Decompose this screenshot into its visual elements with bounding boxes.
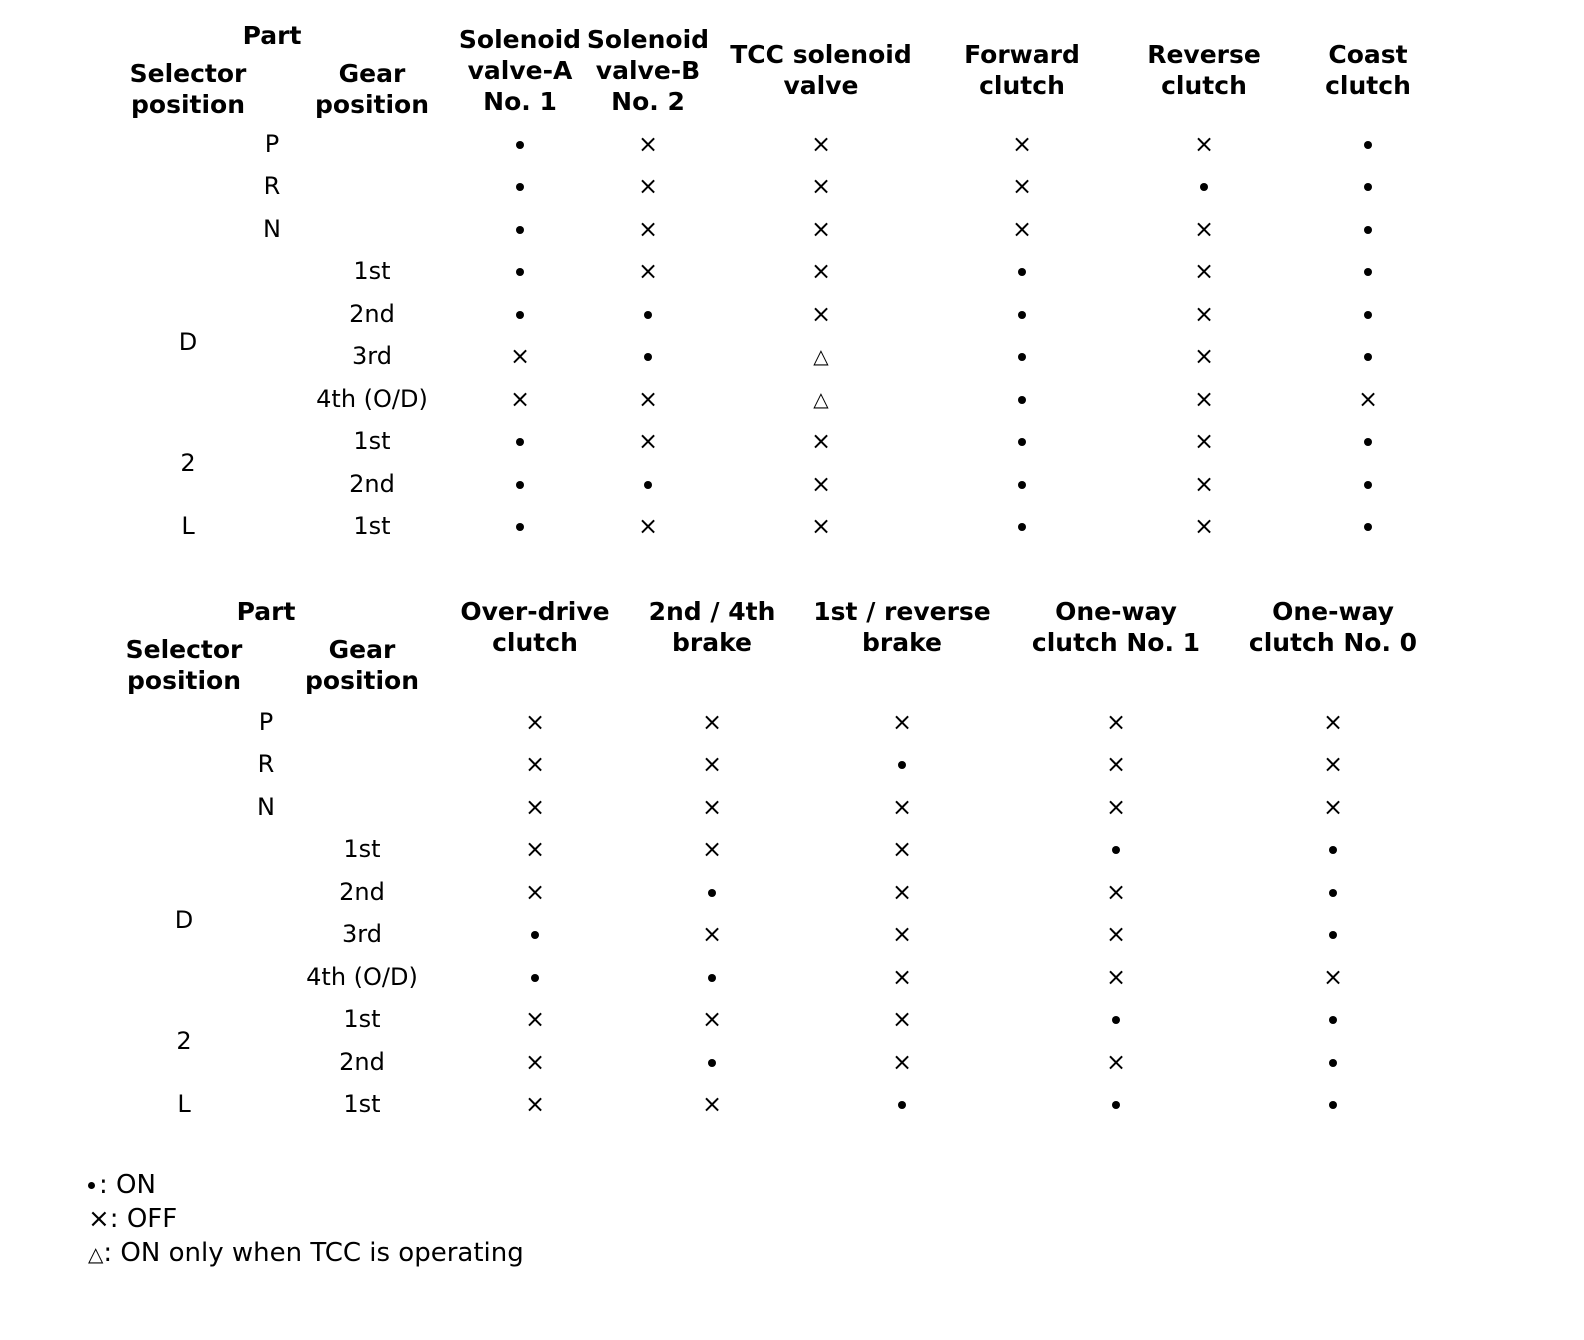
off-cross-icon: × [891,835,913,863]
off-cross-icon: × [1193,257,1215,285]
off-cross-icon: × [891,920,913,948]
off-cross-icon: × [701,750,723,778]
gear-position-cell: 1st [353,427,391,455]
off-cross-icon: × [810,427,832,455]
off-cross-icon: × [637,257,659,285]
off-cross-icon: × [810,215,832,243]
off-cross-icon: × [524,1005,546,1033]
on-dot-icon [88,1182,95,1189]
off-cross-icon: × [1193,300,1215,328]
on-dot-icon [516,214,524,244]
on-dot-icon [1364,129,1372,159]
on-dot-icon [644,469,652,499]
on-dot-icon [516,129,524,159]
on-dot-icon [1018,341,1026,371]
selector-P: P [264,130,280,158]
on-dot-icon [1112,834,1120,864]
selector-2: 2 [176,1026,192,1055]
on-dot-icon [516,426,524,456]
off-cross-icon: × [810,470,832,498]
off-cross-icon: × [1193,215,1215,243]
off-cross-icon: × [1193,470,1215,498]
off-cross-icon: × [637,512,659,540]
on-dot-icon [1364,256,1372,286]
on-dot-icon [1364,299,1372,329]
header-selector-position: Selector position [129,59,247,119]
off-cross-icon: × [1011,215,1033,243]
header-col-4: One-way clutch No. 0 [1248,597,1418,657]
off-cross-icon: × [810,130,832,158]
on-dot-icon [644,299,652,329]
gear-position-cell: 3rd [342,920,382,948]
header-selector-position: Selector position [125,635,243,695]
off-cross-icon: × [524,750,546,778]
on-dot-icon [1112,1004,1120,1034]
on-dot-icon [516,511,524,541]
gear-position-cell: 2nd [349,300,395,328]
header-gear-position: Gear position [304,635,420,695]
on-dot-icon [1018,256,1026,286]
header-col-1: 2nd / 4th brake [648,597,776,657]
gear-position-cell: 2nd [339,1048,385,1076]
on-dot-icon [898,1089,906,1119]
on-dot-icon [1329,834,1337,864]
on-dot-icon [708,962,716,992]
gear-position-cell: 1st [343,1090,381,1118]
on-dot-icon [1112,1089,1120,1119]
off-cross-icon: × [637,172,659,200]
off-cross-icon: × [1322,793,1344,821]
on-dot-icon [708,1047,716,1077]
gear-position-cell: 1st [353,257,391,285]
on-dot-icon [1018,426,1026,456]
on-dot-icon [516,299,524,329]
off-cross-icon: × [1105,750,1127,778]
off-cross-icon: × [701,835,723,863]
off-cross-icon: × [701,793,723,821]
legend-tcc: △: ON only when TCC is operating [88,1238,524,1268]
on-dot-icon [1018,384,1026,414]
selector-L: L [181,512,195,540]
on-dot-icon [1364,171,1372,201]
off-cross-icon: × [891,1005,913,1033]
off-cross-icon: × [1105,1048,1127,1076]
header-col-2: 1st / reverse brake [813,597,991,657]
header-col-5: Coast clutch [1325,40,1411,100]
tcc-triangle-icon: △ [88,1242,104,1266]
on-dot-icon [1364,511,1372,541]
tcc-triangle-icon: △ [813,344,829,368]
off-cross-icon: × [524,878,546,906]
gear-position-cell: 2nd [349,470,395,498]
off-cross-icon: × [701,1090,723,1118]
on-dot-icon [1329,1089,1337,1119]
on-dot-icon [516,171,524,201]
on-dot-icon [1018,469,1026,499]
selector-D: D [178,328,198,356]
on-dot-icon [531,919,539,949]
off-cross-icon: × [524,708,546,736]
off-cross-icon: × [509,385,531,413]
selector-P: P [258,708,274,736]
off-cross-icon: × [637,130,659,158]
gear-position-cell: 1st [353,512,391,540]
off-cross-icon: × [1322,963,1344,991]
on-dot-icon [531,962,539,992]
off-cross-icon: × [891,708,913,736]
off-cross-icon: × [1011,172,1033,200]
off-cross-icon: × [891,793,913,821]
off-cross-icon: × [1105,708,1127,736]
off-cross-icon: × [1193,342,1215,370]
on-dot-icon [1329,919,1337,949]
off-cross-icon: × [637,215,659,243]
off-cross-icon: × [1011,130,1033,158]
off-cross-icon: × [891,878,913,906]
selector-N: N [263,215,281,243]
tcc-triangle-icon: △ [813,387,829,411]
off-cross-icon: × [1357,385,1379,413]
off-cross-icon: × [524,1090,546,1118]
off-cross-icon: × [1193,512,1215,540]
header-col-0: Over-drive clutch [460,597,610,657]
header-col-3: Forward clutch [964,40,1080,100]
off-cross-icon: × [1105,920,1127,948]
off-cross-icon: × [1105,963,1127,991]
selector-R: R [257,750,275,778]
off-cross-icon: × [509,342,531,370]
gear-position-cell: 2nd [339,878,385,906]
off-cross-icon: × [1193,427,1215,455]
on-dot-icon [1364,469,1372,499]
off-cross-icon: × [810,512,832,540]
gear-position-cell: 3rd [352,342,392,370]
off-cross-icon: × [1105,793,1127,821]
header-part: Part [242,21,302,50]
on-dot-icon [644,341,652,371]
off-cross-icon: × [891,1048,913,1076]
on-dot-icon [1018,511,1026,541]
off-cross-icon: × [524,793,546,821]
gear-position-cell: 4th (O/D) [306,963,418,991]
header-col-3: One-way clutch No. 1 [1031,597,1201,657]
on-dot-icon [516,256,524,286]
on-dot-icon [1329,877,1337,907]
on-dot-icon [1364,341,1372,371]
on-dot-icon [516,469,524,499]
on-dot-icon [708,877,716,907]
legend-on: : ON [88,1168,524,1202]
header-part: Part [236,597,296,626]
off-cross-icon: × [810,257,832,285]
off-cross-icon: × [1322,750,1344,778]
off-cross-icon: × [637,427,659,455]
on-dot-icon [898,749,906,779]
header-col-1: Solenoid valve-B No. 2 [586,25,710,116]
on-dot-icon [1200,171,1208,201]
legend-off: ×: OFF [88,1204,178,1234]
off-cross-icon: × [1105,878,1127,906]
on-dot-icon [1329,1004,1337,1034]
off-cross-icon: × [810,300,832,328]
off-cross-icon: × [88,1204,110,1234]
off-cross-icon: × [891,963,913,991]
selector-N: N [257,793,275,821]
selector-D: D [174,906,194,934]
header-col-0: Solenoid valve-A No. 1 [458,25,582,116]
gear-position-cell: 4th (O/D) [316,385,428,413]
gear-position-cell: 1st [343,1005,381,1033]
off-cross-icon: × [1322,708,1344,736]
off-cross-icon: × [637,385,659,413]
on-dot-icon [1364,426,1372,456]
header-col-2: TCC solenoid valve [730,40,912,100]
header-gear-position: Gear position [314,59,430,119]
gear-position-cell: 1st [343,835,381,863]
legend [88,1168,524,1271]
off-cross-icon: × [1193,385,1215,413]
off-cross-icon: × [701,920,723,948]
off-cross-icon: × [701,1005,723,1033]
header-col-4: Reverse clutch [1147,40,1261,100]
off-cross-icon: × [524,1048,546,1076]
off-cross-icon: × [1193,130,1215,158]
on-dot-icon [1329,1047,1337,1077]
off-cross-icon: × [524,835,546,863]
off-cross-icon: × [810,172,832,200]
selector-L: L [177,1090,191,1118]
on-dot-icon [1018,299,1026,329]
selector-R: R [263,172,281,200]
selector-2: 2 [180,448,196,477]
off-cross-icon: × [701,708,723,736]
on-dot-icon [1364,214,1372,244]
